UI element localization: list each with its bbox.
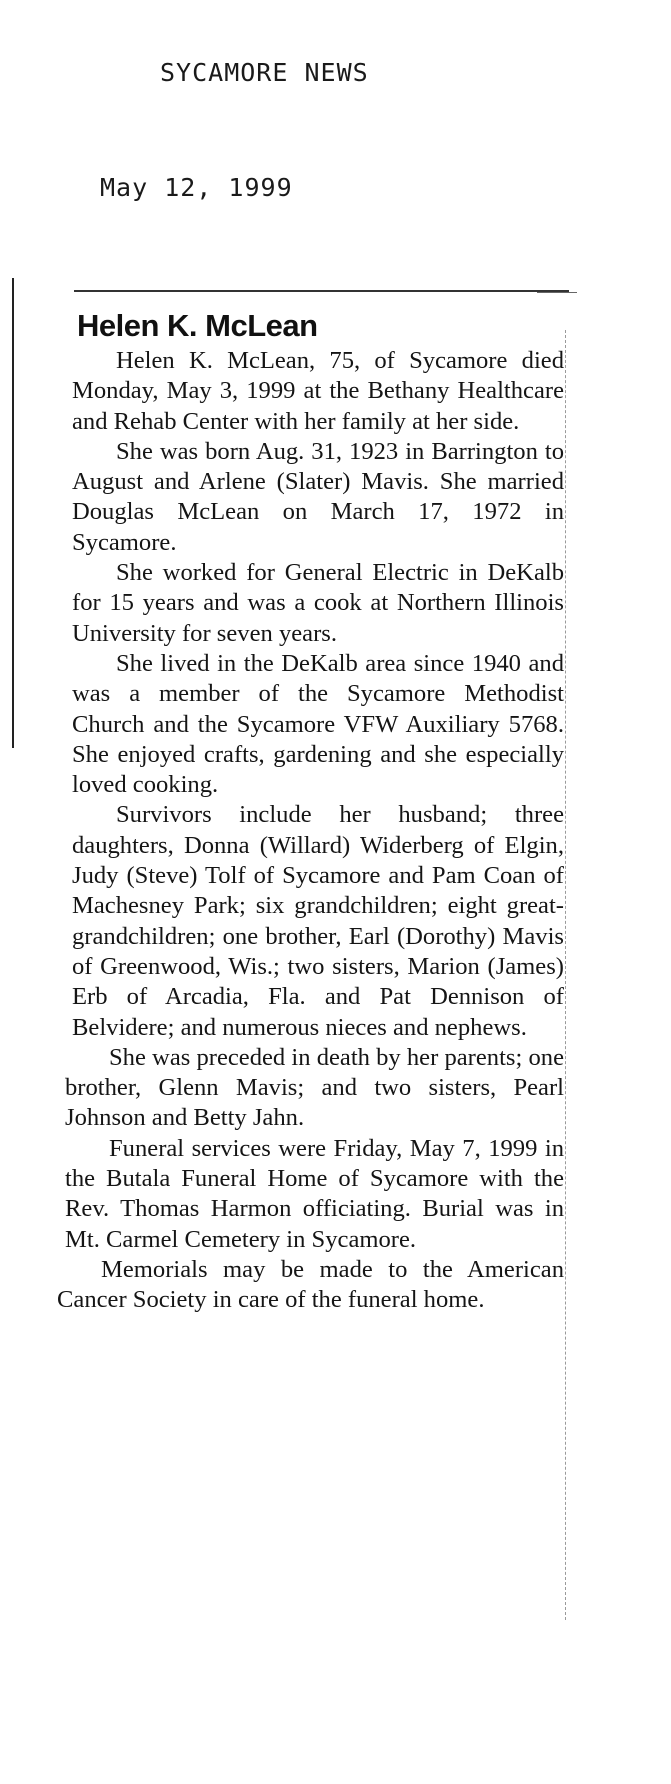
publication-name: SYCAMORE NEWS bbox=[160, 58, 369, 87]
clipping-left-edge bbox=[12, 278, 14, 748]
obituary-paragraph: Helen K. McLean, 75, of Sycamore died Monday, May 3, 1999 at the Bethany Healthcare and Rehab Center with her family at her side. bbox=[72, 347, 564, 435]
obituary-body bbox=[57, 346, 564, 1316]
obituary-paragraph: Memorials may be made to the American Cancer Society in care of the funeral home. bbox=[57, 1255, 564, 1314]
obituary-headline: Helen K. McLean bbox=[77, 308, 318, 343]
clipping-top-rule bbox=[74, 290, 569, 292]
clipping-right-edge bbox=[565, 330, 566, 1620]
obituary-paragraph: She lived in the DeKalb area since 1940 and was a member of the Sycamore Methodist Church and the Sycamore VFW Auxiliary 5768. She enjoyed crafts, gardening and she especially loved cooking. bbox=[72, 649, 564, 799]
obituary-paragraph: She was born Aug. 31, 1923 in Barrington to August and Arlene (Slater) Mavis. She married Douglas McLean on March 17, 1972 in Sycamore. bbox=[72, 437, 564, 556]
obituary-paragraph: She worked for General Electric in DeKalb for 15 years and was a cook at Northern Illinois University for seven years. bbox=[72, 559, 564, 647]
obituary-paragraph: Funeral services were Friday, May 7, 1999 in the Butala Funeral Home of Sycamore with the Rev. Thomas Harmon officiating. Burial was in Mt. Carmel Cemetery in Sycamore. bbox=[65, 1134, 564, 1253]
obituary-paragraph: Survivors include her husband; three daughters, Donna (Willard) Widerberg of Elgin, Judy (Steve) Tolf of Sycamore and Pam Coan of Machesney Park; six grandchildren; eight great-grandchildren; one brother, Earl (Dorothy) Mavis of Greenwood, Wis.; two sisters, Marion (James) Erb of Arcadia, Fla. and Pat Dennison of Belvidere; and numerous nieces and nephews. bbox=[72, 801, 564, 1041]
newspaper-clipping bbox=[0, 270, 671, 1710]
clipping-date: May 12, 1999 bbox=[100, 173, 293, 202]
clipping-top-rule-right bbox=[537, 292, 577, 293]
obituary-paragraph: She was preceded in death by her parents; one brother, Glenn Mavis; and two sisters, Pearl Johnson and Betty Jahn. bbox=[65, 1043, 564, 1132]
